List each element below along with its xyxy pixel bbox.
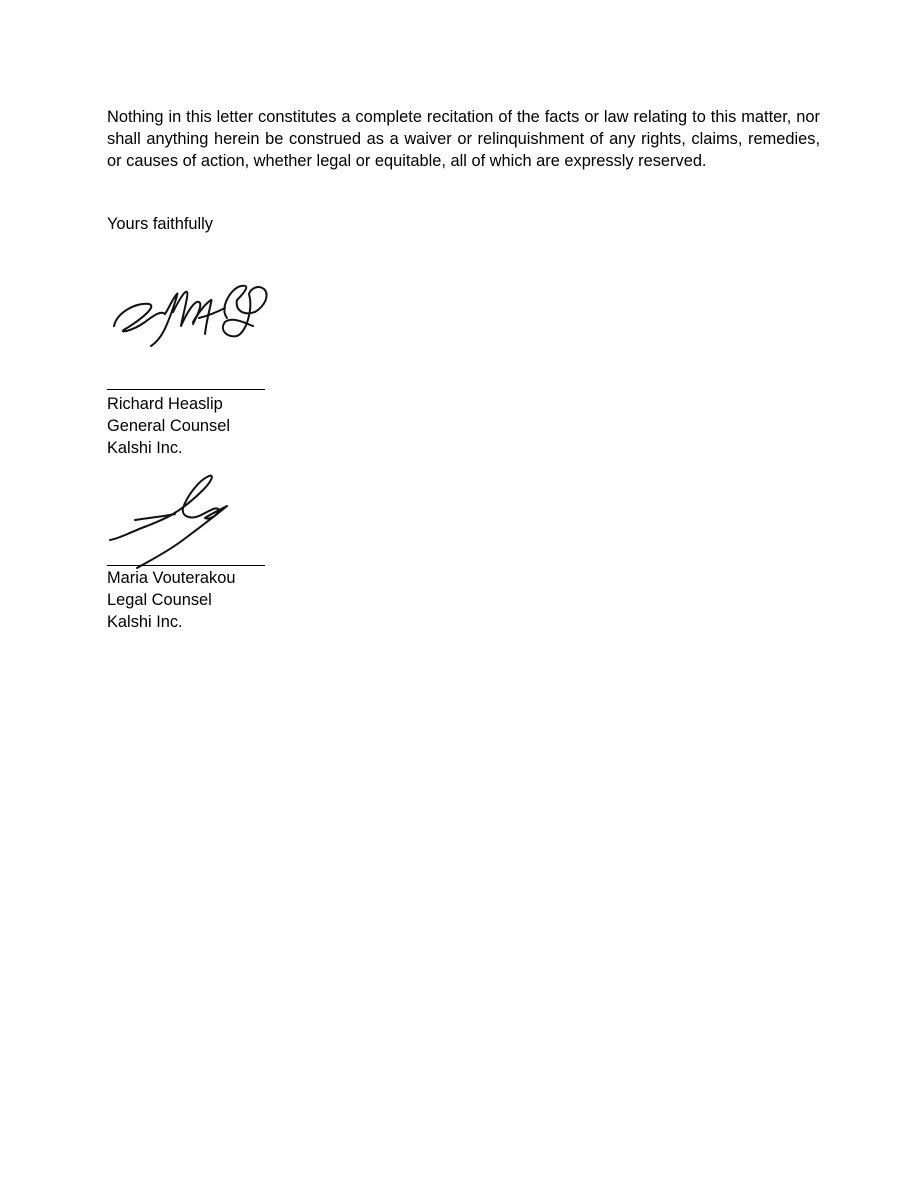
signature-line-1 [107,389,265,390]
body-paragraph: Nothing in this letter constitutes a complete recitation of the facts or law relating to this matter, nor shall anything herein be construed as a waiver or relinquishment of any rights, claims, remedies, or causes of action, whether legal or equitable, all of which are expressly reserved. [107,108,820,170]
signature-line-2 [107,565,265,566]
signatory-title-1: General Counsel [107,417,231,435]
signatory-name-1: Richard Heaslip [107,395,223,413]
handwritten-signature-1 [107,282,277,352]
signatory-name-2: Maria Vouterakou [107,569,236,587]
signature-block-2 [107,470,266,634]
signatory-title-2: Legal Counsel [107,591,212,609]
signature-block-1 [107,282,266,458]
closing-salutation: Yours faithfully [107,215,213,233]
signatory-company-2: Kalshi Inc. [107,613,183,631]
handwritten-signature-2 [107,470,277,570]
signatory-company-1: Kalshi Inc. [107,439,183,457]
